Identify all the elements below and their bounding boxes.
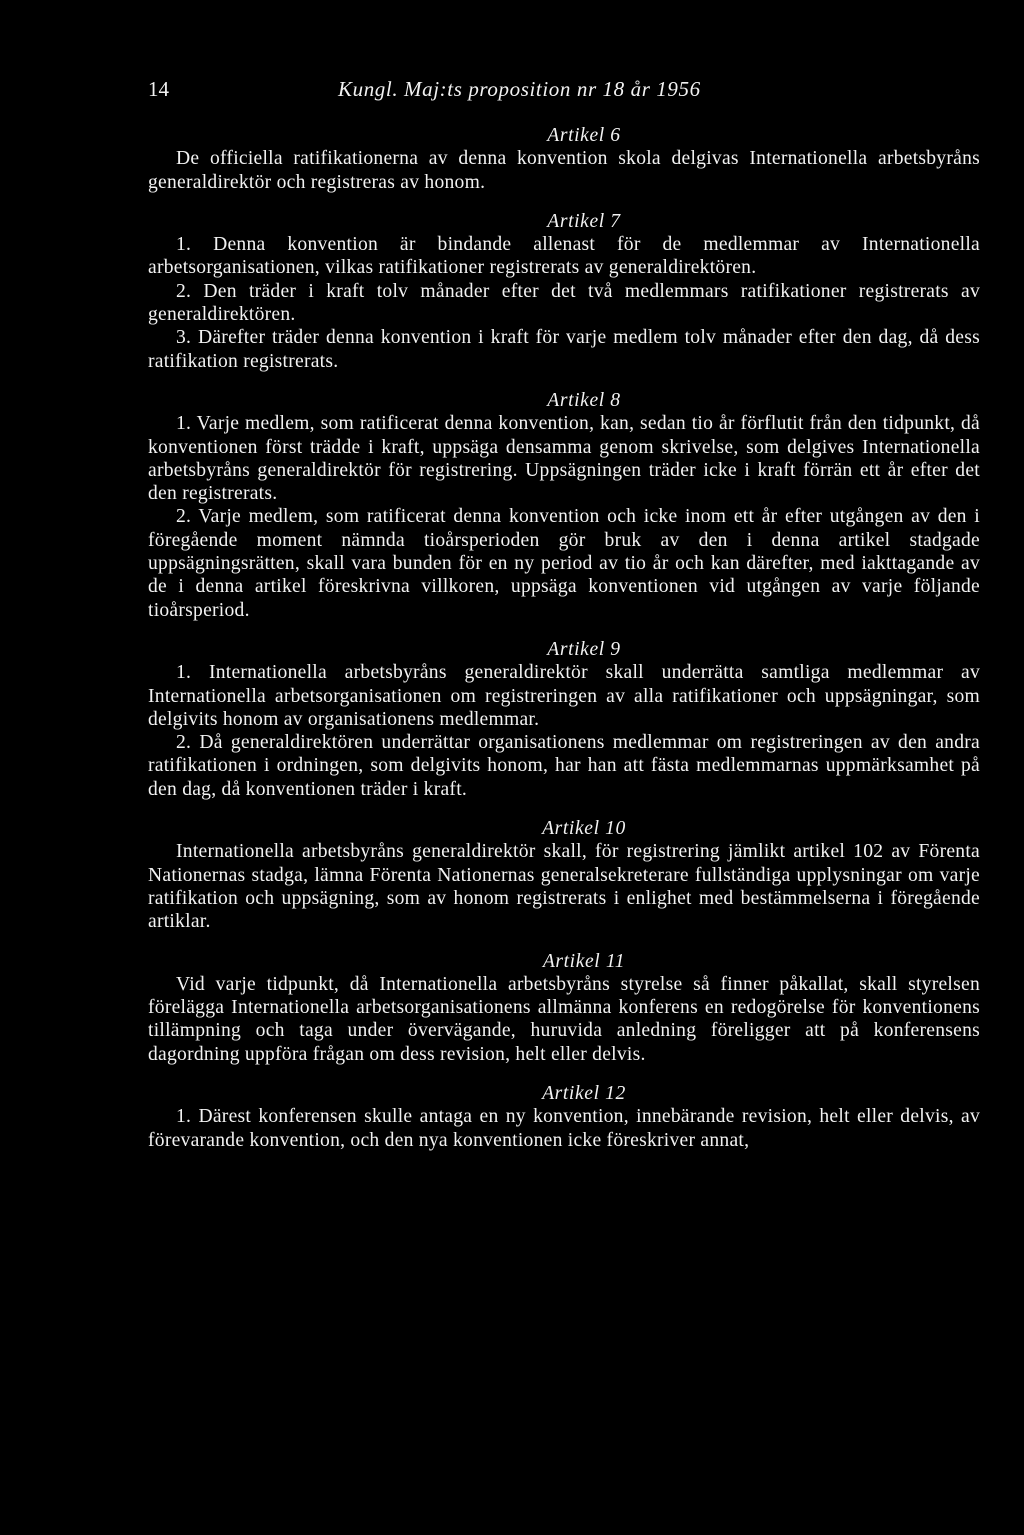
article-paragraph: 2. Då generaldirektören underrättar organisationens medlemmar om registreringen av den andra ratifikationen i ordningen, som delgivits honom, har han att fästa medlemmarnas uppmärksamhet på den dag, då konventionen träder i kraft. — [148, 732, 980, 800]
article-paragraph: 3. Därefter träder denna konvention i kraft för varje medlem tolv månader efter den dag, då dess ratifikation registrerats. — [148, 327, 980, 372]
article-7 — [148, 210, 980, 373]
article-heading: Artikel 10 — [542, 818, 626, 840]
article-paragraph: Internationella arbetsbyråns generaldirektör skall, för registrering jämlikt artikel 102 av Förenta Nationernas stadga, lämna Förenta Nationernas generalsekreterare fullständiga upplysningar om varje ratifikation och uppsägning, som av honom registrerats i enlighet med bestämmelserna i föregående artiklar. — [148, 841, 980, 933]
article-heading: Artikel 8 — [547, 389, 621, 411]
article-paragraph: 1. Denna konvention är bindande allenast för de medlemmar av Internationella arbetsorganisationen, vilkas ratifikationer registrerats av generaldirektören. — [148, 234, 980, 279]
page-number: 14 — [148, 77, 169, 101]
article-paragraph: De officiella ratifikationerna av denna konvention skola delgivas Internationella arbetsbyråns generaldirektör och registreras av honom. — [148, 148, 980, 193]
document-body — [148, 124, 980, 1152]
article-11 — [148, 950, 980, 1066]
article-paragraph: 1. Därest konferensen skulle antaga en ny konvention, innebärande revision, helt eller delvis, av förevarande konvention, och den nya konventionen icke föreskriver annat, — [148, 1106, 980, 1151]
running-header — [148, 74, 980, 104]
article-heading: Artikel 9 — [547, 638, 621, 660]
article-heading: Artikel 6 — [547, 125, 621, 146]
article-paragraph: 2. Varje medlem, som ratificerat denna konvention och icke inom ett år efter utgången av den i föregående moment nämnda tioårsperioden gör bruk av den i denna artikel stadgade uppsägningsrätten, skall vara bunden för en ny period av tio år och kan därefter, med iakttagande av de i denna artikel föreskrivna villkoren, uppsäga konventionen vid utgången av varje följande tioårsperiod. — [148, 506, 980, 621]
article-heading: Artikel 12 — [542, 1082, 626, 1104]
running-title: Kungl. Maj:ts proposition nr 18 år 1956 — [338, 77, 701, 101]
article-heading: Artikel 7 — [547, 210, 621, 232]
article-9 — [148, 638, 980, 801]
article-10 — [148, 817, 980, 933]
article-paragraph: 1. Internationella arbetsbyråns generaldirektör skall underrätta samtliga medlemmar av Internationella arbetsorganisationen om registreringen av alla ratifikationer och uppsägningar, som delgivits honom av organisationens medlemmar. — [148, 662, 980, 730]
article-paragraph: 1. Varje medlem, som ratificerat denna konvention, kan, sedan tio år förflutit från den tidpunkt, då konventionen först trädde i kraft, uppsäga densamma genom skrivelse, som delgives Internationella arbetsbyråns generaldirektör för registrering. Uppsägningen träder icke i kraft förrän ett år efter det den registrerats. — [148, 413, 980, 505]
article-8 — [148, 389, 980, 622]
article-heading: Artikel 11 — [542, 950, 626, 972]
article-paragraph: Vid varje tidpunkt, då Internationella arbetsbyråns styrelse så finner påkallat, skall styrelsen förelägga Internationella arbetsorganisationens allmänna konferens en redogörelse för konventionens tillämpning och taga under övervägande, huruvida anledning föreligger att på konferensens dagordning uppföra frågan om dess revision, helt eller delvis. — [148, 973, 980, 1065]
article-6 — [148, 124, 980, 194]
article-12 — [148, 1082, 980, 1152]
article-paragraph: 2. Den träder i kraft tolv månader efter det två medlemmars ratifikationer registrerats av generaldirektören. — [148, 280, 980, 326]
